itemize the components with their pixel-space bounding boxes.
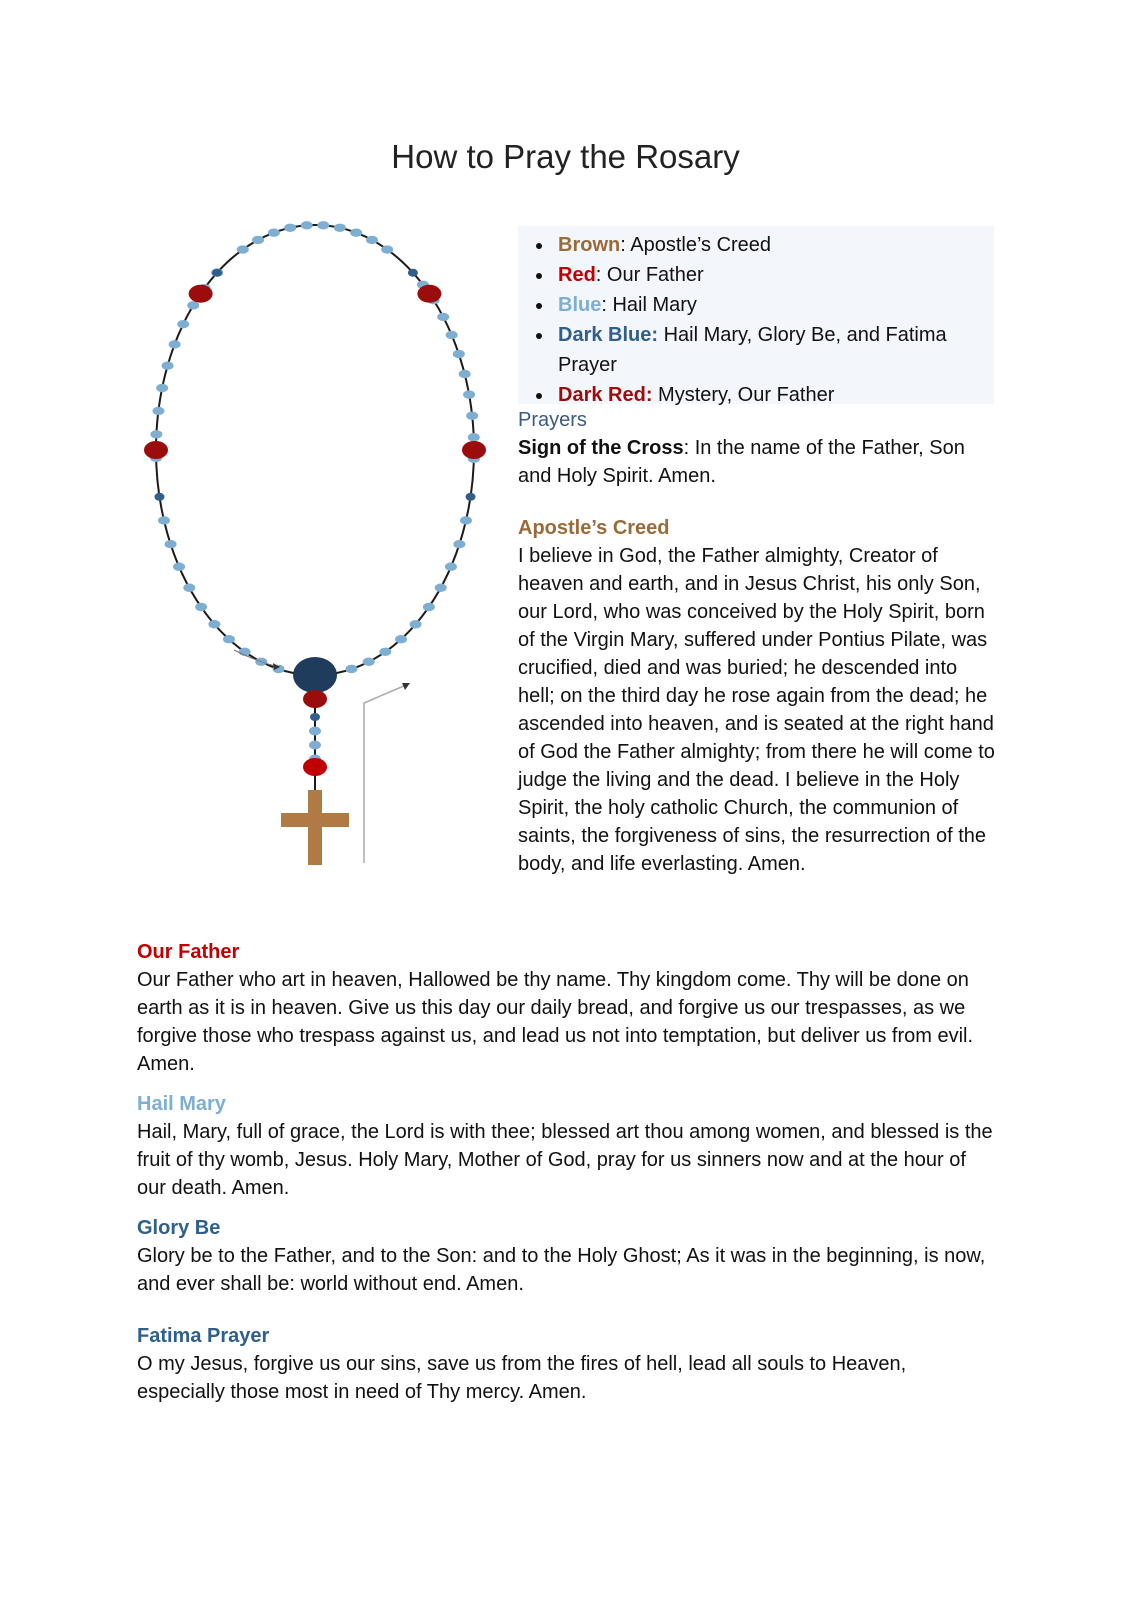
hail-mary-bead [453,540,465,548]
legend-list [518,226,994,410]
hail-mary-bead [177,320,189,328]
fatima-prayer-heading: Fatima Prayer [137,1325,270,1347]
rosary-pendant [234,650,410,865]
right-column [518,406,998,878]
hail-mary-bead [459,370,471,378]
legend-key: Red [558,264,596,286]
our-father-heading: Our Father [137,941,240,963]
legend-text: Hail Mary [612,294,697,316]
hail-mary-bead [237,245,249,253]
center-medal [293,657,337,693]
hail-mary-bead [435,584,447,592]
hail-mary-bead [309,741,321,750]
hail-mary-bead [208,620,220,628]
hail-mary-bead [460,516,472,524]
our-father-bead [303,690,327,708]
hail-mary-bead [268,228,280,236]
hail-mary-bead [445,563,457,571]
glory-be-heading: Glory Be [137,1217,221,1239]
apostles-creed-heading: Apostle’s Creed [518,517,670,539]
hail-mary-bead [379,648,391,656]
hail-mary-bead [152,407,164,415]
hail-mary-bead [463,390,475,398]
hail-mary-bead [223,635,235,643]
arrow-right [364,685,406,863]
color-legend [518,226,994,404]
hail-mary-bead [252,236,264,244]
sign-of-cross-text: : In the name of the Father, Son and Holy Spirit. Amen. [518,437,965,487]
our-father-bead [417,285,441,303]
page-title: How to Pray the Rosary [391,138,740,175]
hail-mary-bead [169,340,181,348]
hail-mary-bead [410,620,422,628]
hail-mary-bead [183,584,195,592]
hail-mary-bead [162,362,174,370]
glory-be-text: Glory be to the Father, and to the Son: and to the Holy Ghost; As it was in the beginning, is now, and ever shall be: world without end. Amen. [137,1245,986,1295]
legend-item: • Blue: Hail Mary [554,290,994,320]
rosary-diagram [130,215,510,895]
our-father-bead [189,285,213,303]
glory-be-bead [408,269,418,277]
prayers-heading: Prayers [518,409,587,431]
legend-text: Hail Mary, Glory Be, and Fatima Prayer [558,324,947,376]
hail-mary-bead [437,313,449,321]
hail-mary-bead [284,224,296,232]
our-father-text: Our Father who art in heaven, Hallowed be thy name. Thy kingdom come. Thy will be done on earth as it is in heaven. Give us this day our daily bread, and forgive us our trespasses, as we forgive those who trespass against us, and lead us not into temptation, but deliver us from evil. Amen. [137,969,974,1075]
hail-mary-bead [187,301,199,309]
hail-mary-bead [334,224,346,232]
hail-mary-bead [195,603,207,611]
hail-mary-bead [395,635,407,643]
cross-horizontal [281,813,349,827]
hail-mary-bead [453,350,465,358]
legend-key: Brown [558,234,621,256]
glory-be-bead [212,269,222,277]
legend-text: Apostle’s Creed [630,234,772,256]
hail-mary-heading: Hail Mary [137,1093,226,1115]
hail-mary-bead [466,412,478,420]
hail-mary-bead [468,433,480,441]
hail-mary-bead [423,603,435,611]
legend-key: Dark Blue: [558,324,659,346]
our-father-bead [303,758,327,776]
hail-mary-bead [173,563,185,571]
hail-mary-bead [446,331,458,339]
glory-be-bead [466,493,476,501]
prayers-section [137,938,997,1406]
glory-be-bead [154,493,164,501]
legend-item: • Red: Our Father [554,260,994,290]
hail-mary-bead [158,516,170,524]
cross-vertical [308,790,322,865]
legend-item: • Brown: Apostle’s Creed [554,230,994,260]
sign-of-cross [518,434,998,490]
sign-of-cross-label: Sign of the Cross [518,437,684,459]
hail-mary-bead [345,665,357,673]
fatima-prayer-text: O my Jesus, forgive us our sins, save us from the fires of hell, lead all souls to Heaven, especially those most in need of Thy mercy. Amen. [137,1353,907,1403]
hail-mary-text: Hail, Mary, full of grace, the Lord is with thee; blessed art thou among women, and blessed is the fruit of thy womb, Jesus. Holy Mary, Mother of God, pray for us sinners now and at the hour of our death. Amen. [137,1121,993,1199]
hail-mary-bead [156,384,168,392]
hail-mary-bead [301,221,313,229]
hail-mary-bead [381,245,393,253]
our-father-bead [144,441,168,459]
legend-item [554,320,994,380]
legend-text: Mystery, Our Father [658,384,835,406]
hail-mary-bead [363,658,375,666]
legend-key: Blue [558,294,602,316]
our-father-bead [462,441,486,459]
hail-mary-bead [309,727,321,736]
legend-key: Dark Red: [558,384,653,406]
legend-text: Our Father [606,264,704,286]
hail-mary-bead [350,228,362,236]
hail-mary-bead [317,221,329,229]
hail-mary-bead [150,430,162,438]
glory-be-bead [310,713,320,721]
hail-mary-bead [366,236,378,244]
apostles-creed-text: I believe in God, the Father almighty, Creator of heaven and earth, and in Jesus Christ, his only Son, our Lord, who was conceived by the Holy Spirit, born of the Virgin Mary, suffered under Pontius Pilate, was crucified, died and was buried; he descended into hell; on the third day he rose again from the dead; he ascended into heaven, and is seated at the right hand of God the Father almighty; from there he will come to judge the living and the dead. I believe in the Holy Spirit, the holy catholic Church, the communion of saints, the forgiveness of sins, the resurrection of the body, and life everlasting. Amen. [518,545,995,875]
rosary-loop [144,221,486,675]
hail-mary-bead [165,540,177,548]
